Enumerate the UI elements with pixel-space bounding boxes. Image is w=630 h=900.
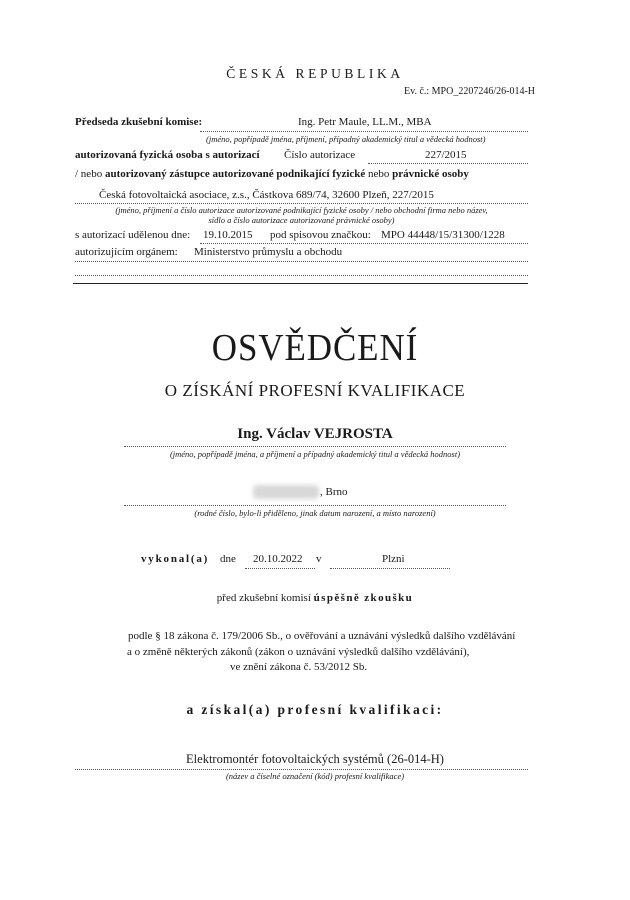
qualification-name: Elektromontér fotovoltaických systémů (26-014-H) bbox=[186, 752, 444, 766]
authority-name: Ministerstvo průmyslu a obchodu bbox=[194, 246, 343, 258]
law-line-2: a o změně některých zákonů (zákon o uznávání výsledků dalšího vzdělávání), bbox=[127, 646, 470, 658]
granted-label: s autorizací udělenou dne: bbox=[75, 229, 191, 241]
exam-place-dotted-line bbox=[330, 568, 450, 569]
committee-line bbox=[0, 592, 630, 604]
law-line-1: podle § 18 zákona č. 179/2006 Sb., o ověřování a uznávání výsledků dalšího vzdělávání bbox=[128, 630, 516, 642]
date-label: dne bbox=[220, 553, 236, 565]
auth-number-dotted-line bbox=[368, 163, 528, 164]
authority-label: autorizujícím orgánem: bbox=[75, 246, 178, 258]
chair-dotted-line bbox=[200, 131, 528, 132]
org-hint-2: sídlo a číslo autorizace autorizované právnické osoby) bbox=[208, 215, 395, 225]
committee-text: před zkušební komisí bbox=[216, 592, 311, 604]
birth-hint: (rodné číslo, bylo-li přiděleno, jinak datum narození, a místo narození) bbox=[194, 508, 436, 518]
evidence-number: Ev. č.: MPO_2207246/26-014-H bbox=[403, 86, 535, 97]
certificate-title: OSVĚDČENÍ bbox=[211, 327, 419, 369]
chair-name: Ing. Petr Maule, LL.M., MBA bbox=[298, 116, 432, 128]
qualification-hint: (název a číselné označení (kód) profesní kvalifikace) bbox=[225, 771, 405, 781]
qualification-dotted-line bbox=[75, 769, 528, 770]
file-label: pod spisovou značkou: bbox=[270, 229, 371, 241]
obtained-text: a získal(a) profesní kvalifikaci: bbox=[186, 702, 444, 717]
or-line bbox=[75, 168, 469, 180]
chair-label: Předseda zkušební komise: bbox=[75, 116, 203, 128]
authority-dotted-line-2 bbox=[75, 275, 528, 276]
redacted-birth-number bbox=[253, 485, 319, 499]
or-bold-2: právnické osoby bbox=[392, 168, 469, 180]
authority-dotted-line bbox=[75, 261, 528, 262]
exam-place: Plzni bbox=[382, 553, 405, 565]
place-label: v bbox=[316, 553, 322, 565]
law-line-3: ve znění zákona č. 53/2012 Sb. bbox=[230, 661, 368, 673]
person-type: autorizovaná fyzická osoba s autorizací bbox=[75, 149, 260, 161]
result-text: úspěšně zkoušku bbox=[313, 592, 414, 604]
org-dotted-line bbox=[75, 203, 528, 204]
exam-date-dotted-line bbox=[245, 568, 315, 569]
org-hint-1: (jméno, příjmení a číslo autorizace autorizované podnikající fyzické osoby / nebo obchodní firma nebo název, bbox=[115, 205, 488, 215]
or-prefix: / nebo bbox=[75, 168, 103, 180]
auth-number-label: Číslo autorizace bbox=[284, 149, 356, 161]
holder-name: Ing. Václav VEJROSTA bbox=[237, 426, 393, 442]
file-number: MPO 44448/15/31300/1228 bbox=[381, 229, 505, 241]
chair-hint: (jméno, popřípadě jména, příjmení, případný akademický titul a vědecká hodnost) bbox=[206, 134, 486, 144]
holder-hint: (jméno, popřípadě jména, a příjmení a případný akademický titul a vědecká hodnost) bbox=[169, 449, 461, 459]
or-mid: nebo bbox=[368, 168, 390, 180]
header-divider bbox=[73, 283, 528, 284]
auth-number: 227/2015 bbox=[425, 149, 467, 161]
certificate-subtitle: O ZÍSKÁNÍ PROFESNÍ KVALIFIKACE bbox=[164, 381, 466, 400]
country-heading: ČESKÁ REPUBLIKA bbox=[226, 66, 404, 81]
or-bold-1: autorizovaný zástupce autorizované podnikající fyzické bbox=[104, 168, 366, 180]
birth-dotted-line bbox=[124, 505, 506, 506]
holder-dotted-line bbox=[124, 446, 506, 447]
performed-label: vykonal(a) bbox=[141, 553, 210, 565]
granted-dotted-line bbox=[200, 243, 528, 244]
organization-line: Česká fotovoltaická asociace, z.s., Částkova 689/74, 32600 Plzeň, 227/2015 bbox=[99, 189, 434, 201]
granted-date: 19.10.2015 bbox=[203, 229, 253, 241]
birth-place: , Brno bbox=[320, 486, 348, 498]
exam-date: 20.10.2022 bbox=[253, 553, 303, 565]
